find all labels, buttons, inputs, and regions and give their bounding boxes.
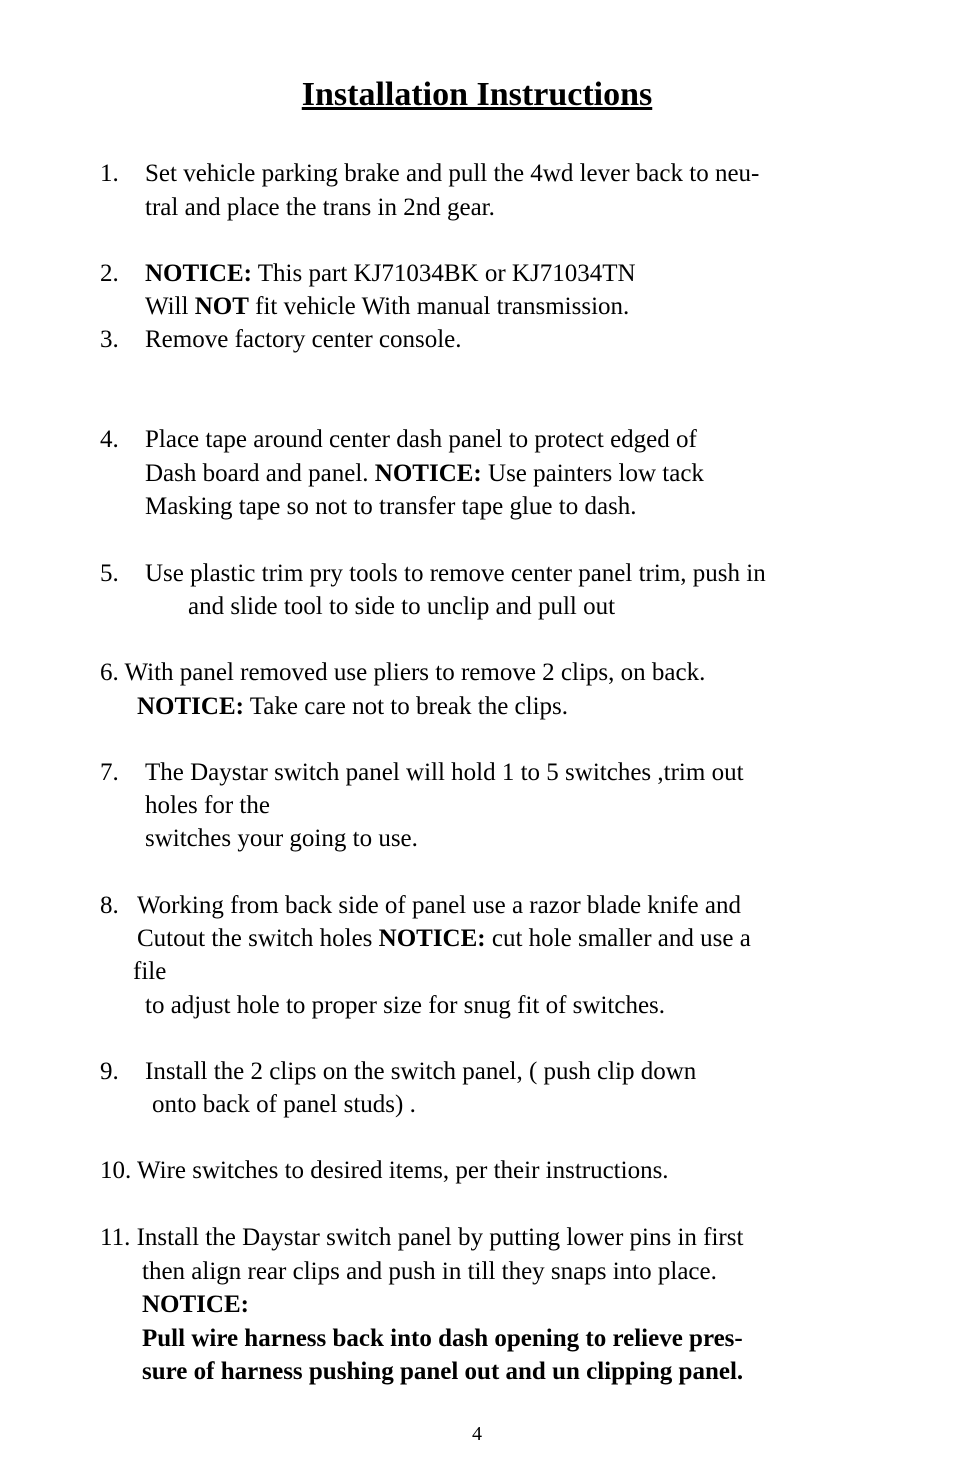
step-9-line-2: onto back of panel studs) . (152, 1091, 416, 1118)
notice-label: NOTICE: (145, 260, 252, 287)
step-1-line-2: tral and place the trans in 2nd gear. (145, 194, 495, 221)
step-8-line-3: file (133, 958, 167, 985)
step-5-number: 5. (100, 560, 119, 587)
step-8-number: 8. (100, 892, 119, 919)
step-7-line-1: The Daystar switch panel will hold 1 to 5 switches ,trim out (145, 759, 744, 786)
step-2-number: 2. (100, 260, 119, 287)
step-4-number: 4. (100, 426, 119, 453)
step-8-line-2: Cutout the switch holes NOTICE: cut hole smaller and use a (137, 925, 751, 952)
step-2-line-2: Will NOT fit vehicle With manual transmission. (145, 293, 630, 320)
step-7-line-3: switches your going to use. (145, 825, 418, 852)
page-title: Installation Instructions (301, 76, 653, 113)
step-8-line-1: Working from back side of panel use a razor blade knife and (137, 892, 742, 919)
step-11-line-1: 11. Install the Daystar switch panel by putting lower pins in first (100, 1224, 744, 1251)
page-number: 4 (472, 1423, 482, 1445)
step-11-line-5: sure of harness pushing panel out and un clipping panel. (142, 1358, 744, 1385)
step-1-number: 1. (100, 160, 119, 187)
step-4-line-3: Masking tape so not to transfer tape glue to dash. (145, 493, 637, 520)
step-9-number: 9. (100, 1058, 119, 1085)
step-9-line-1: Install the 2 clips on the switch panel, ( push clip down (145, 1058, 697, 1085)
step-4-line-2: Dash board and panel. NOTICE: Use painters low tack (145, 460, 704, 487)
step-11-line-2: then align rear clips and push in till they snaps into place. (142, 1258, 717, 1285)
step-7-line-2: holes for the (145, 792, 270, 819)
step-6-line-2: NOTICE: Take care not to break the clips. (137, 693, 569, 720)
step-11-line-4: Pull wire harness back into dash opening to relieve pres- (142, 1325, 743, 1352)
step-10-line-1: 10. Wire switches to desired items, per their instructions. (100, 1157, 669, 1184)
not-emphasis: NOT (194, 293, 249, 320)
step-2-line-1: NOTICE: This part KJ71034BK or KJ71034TN (145, 260, 636, 287)
step-11-notice: NOTICE: (142, 1291, 249, 1318)
notice-label: NOTICE: (374, 460, 482, 487)
notice-label: NOTICE: (378, 925, 486, 952)
step-8-line-4: to adjust hole to proper size for snug fit of switches. (145, 992, 666, 1019)
step-4-line-1: Place tape around center dash panel to protect edged of (145, 426, 697, 453)
step-3-line-1: Remove factory center console. (145, 326, 462, 353)
step-5-line-2: and slide tool to side to unclip and pull out (188, 593, 616, 620)
step-1-line-1: Set vehicle parking brake and pull the 4wd lever back to neu- (145, 160, 760, 187)
step-6-line-1: 6. With panel removed use pliers to remove 2 clips, on back. (100, 659, 706, 686)
step-5-line-1: Use plastic trim pry tools to remove center panel trim, push in (145, 560, 766, 587)
step-3-number: 3. (100, 326, 119, 353)
notice-label: NOTICE: (137, 693, 244, 720)
step-7-number: 7. (100, 759, 119, 786)
